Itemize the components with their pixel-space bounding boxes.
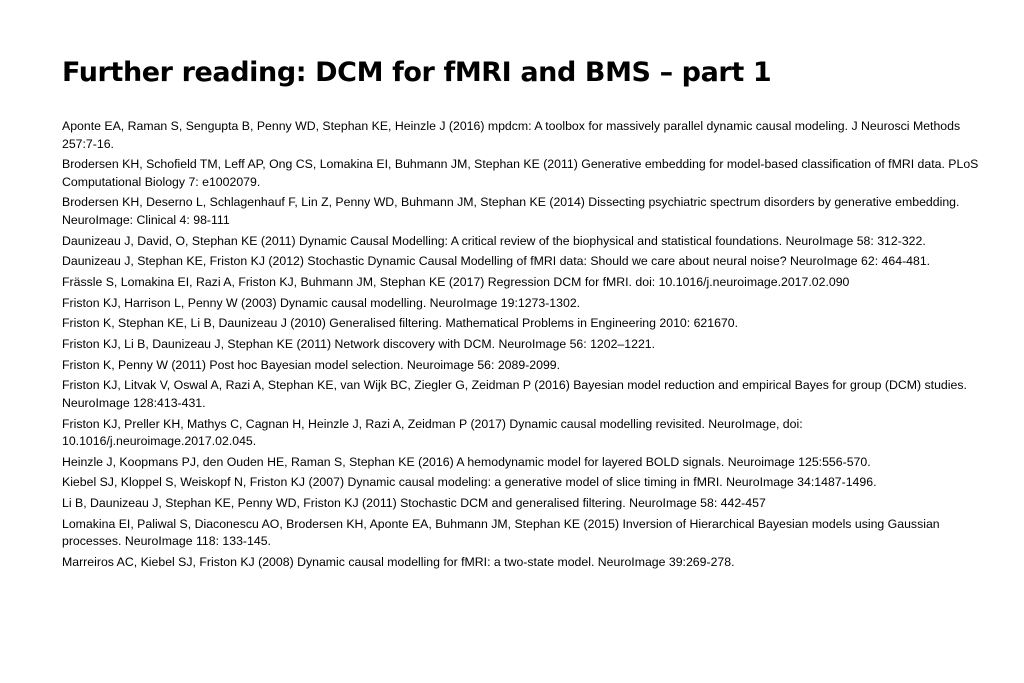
reference-item: Friston KJ, Harrison L, Penny W (2003) Dynamic causal modelling. NeuroImage 19:1273-1302. xyxy=(62,295,581,310)
slide-title: Further reading: DCM for fMRI and BMS – part 1 xyxy=(62,57,772,88)
reference-list xyxy=(62,118,982,575)
reference-item: Friston KJ, Litvak V, Oswal A, Razi A, Stephan KE, van Wijk BC, Ziegler G, Zeidman P (2016) Bayesian model reduction and empirical Bayes for group (DCM) studies. NeuroImage 128:413-431. xyxy=(62,378,967,410)
reference-item: Kiebel SJ, Kloppel S, Weiskopf N, Friston KJ (2007) Dynamic causal modeling: a generative model of slice timing in fMRI. NeuroImage 34:1487-1496. xyxy=(62,475,877,490)
reference-item: Heinzle J, Koopmans PJ, den Ouden HE, Raman S, Stephan KE (2016) A hemodynamic model for layered BOLD signals. Neuroimage 125:556-570. xyxy=(62,454,871,469)
reference-item: Marreiros AC, Kiebel SJ, Friston KJ (2008) Dynamic causal modelling for fMRI: a two-state model. NeuroImage 39:269-278. xyxy=(62,555,735,569)
reference-item: Friston K, Stephan KE, Li B, Daunizeau J (2010) Generalised filtering. Mathematical Problems in Engineering 2010: 621670. xyxy=(62,316,739,331)
reference-item: Brodersen KH, Schofield TM, Leff AP, Ong CS, Lomakina EI, Buhmann JM, Stephan KE (2011) Generative embedding for model-based classification of fMRI data. PLoS Computational Biology 7: e1002079. xyxy=(62,157,979,189)
reference-item: Li B, Daunizeau J, Stephan KE, Penny WD, Friston KJ (2011) Stochastic DCM and generalised filtering. NeuroImage 58: 442-457 xyxy=(62,496,766,511)
reference-item: Brodersen KH, Deserno L, Schlagenhauf F, Lin Z, Penny WD, Buhmann JM, Stephan KE (2014) Dissecting psychiatric spectrum disorders by generative embedding. NeuroImage: Clinical 4: 98-111 xyxy=(62,195,960,227)
reference-item: Aponte EA, Raman S, Sengupta B, Penny WD, Stephan KE, Heinzle J (2016) mpdcm: A toolbox for massively parallel dynamic causal modeling. J Neurosci Methods 257:7-16. xyxy=(62,119,961,151)
reference-item: Friston KJ, Preller KH, Mathys C, Cagnan H, Heinzle J, Razi A, Zeidman P (2017) Dynamic causal modelling revisited. NeuroImage, doi: 10.1016/j.neuroimage.2017.02.045. xyxy=(62,416,803,449)
reference-item: Friston K, Penny W (2011) Post hoc Bayesian model selection. Neuroimage 56: 2089-2099. xyxy=(62,357,561,372)
reference-item: Lomakina EI, Paliwal S, Diaconescu AO, Brodersen KH, Aponte EA, Buhmann JM, Stephan KE (2015) Inversion of Hierarchical Bayesian models using Gaussian processes. NeuroImage 118: 133-145. xyxy=(62,516,940,549)
reference-item: Frässle S, Lomakina EI, Razi A, Friston KJ, Buhmann JM, Stephan KE (2017) Regression DCM for fMRI. doi: 10.1016/j.neuroimage.2017.02.090 xyxy=(62,274,850,289)
reference-item: Friston KJ, Li B, Daunizeau J, Stephan KE (2011) Network discovery with DCM. NeuroImage 56: 1202–1221. xyxy=(62,337,656,351)
reference-item: Daunizeau J, David, O, Stephan KE (2011) Dynamic Causal Modelling: A critical review of the biophysical and statistical foundations. NeuroImage 58: 312-322. xyxy=(62,233,926,248)
reference-item: Daunizeau J, Stephan KE, Friston KJ (2012) Stochastic Dynamic Causal Modelling of fMRI data: Should we care about neural noise? NeuroImage 62: 464-481. xyxy=(62,254,931,269)
